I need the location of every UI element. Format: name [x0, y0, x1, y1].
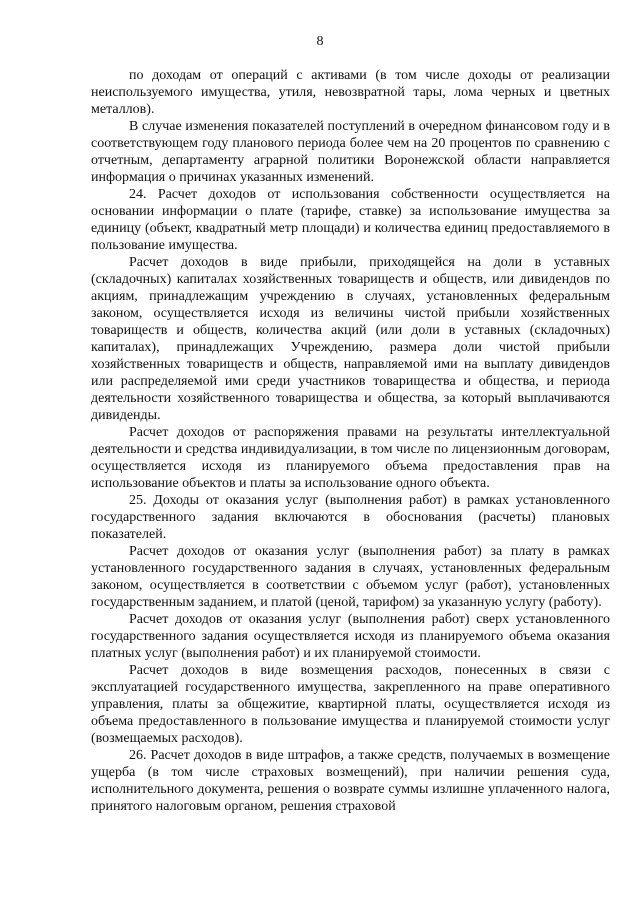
paragraph-services-above-task: Расчет доходов от оказания услуг (выполнения работ) сверх установленного государственного задания осуществляется исходя из планируемого объема оказания платных услуг (выполнения работ) и их планируемой стоимости. [91, 612, 610, 661]
paragraph-paid-services: Расчет доходов от оказания услуг (выполнения работ) за плату в рамках установленного государственного задания в случаях, установленных федеральным законом, осуществляется в соответствии с объемом услуг (работ), установленных государственным заданием, и платой (ценой, тарифом) за указанную услугу (работу). [91, 544, 610, 610]
paragraph-intellectual-property: Расчет доходов от распоряжения правами на результаты интеллектуальной деятельности и средства индивидуализации, в том числе по лицензионным договорам, осуществляется исходя из планируемого объема предоставления прав на использование объектов и платы за использование одного объекта. [91, 425, 610, 491]
paragraph-24-property-income: 24. Расчет доходов от использования собственности осуществляется на основании информации о плате (тарифе, ставке) за использование имущества за единицу (объект, квадратный метр площади) и количества единиц предоставляемого в пользование имущества. [91, 187, 610, 253]
paragraph-continuation: по доходам от операций с активами (в том числе доходы от реализации неиспользуемого имущества, утиля, невозвратной тары, лома черных и цветных металлов). [91, 68, 610, 117]
document-body [91, 67, 610, 815]
paragraph-indicator-change: В случае изменения показателей поступлений в очередном финансовом году и в соответствующем году планового периода более чем на 20 процентов по сравнению с отчетным, департаменту аграрной политики Воронежской области направляется информация о причинах указанных изменений. [91, 119, 610, 185]
paragraph-expense-reimbursement: Расчет доходов в виде возмещения расходов, понесенных в связи с эксплуатацией государственного имущества, закрепленного на праве оперативного управления, платы за общежитие, квартирной платы, осуществляется исходя из объема предоставленного в пользование имущества и планируемой стоимости услуг (возмещаемых расходов). [91, 663, 610, 746]
paragraph-dividends: Расчет доходов в виде прибыли, приходящейся на доли в уставных (складочных) капиталах хозяйственных товариществ и обществ, или дивидендов по акциям, принадлежащим учреждению в случаях, установленных федеральным законом, осуществляется исходя из величины чистой прибыли хозяйственных товариществ и обществ, количества акций (или доли в уставных (складочных) капиталах), принадлежащих Учреждению, размера доли чистой прибыли хозяйственных товариществ и обществ, направляемой ими на выплату дивидендов или распределяемой ими среди участников товарищества и общества, и периода деятельности хозяйственного товарищества и общества, за который выплачиваются дивиденды. [91, 255, 610, 423]
paragraph-25-services-income: 25. Доходы от оказания услуг (выполнения работ) в рамках установленного государственного задания включаются в обоснования (расчеты) плановых показателей. [91, 493, 610, 542]
page-number: 8 [316, 34, 324, 49]
paragraph-26-fines-income: 26. Расчет доходов в виде штрафов, а также средств, получаемых в возмещение ущерба (в том числе страховых возмещений), при наличии решения суда, исполнительного документа, решения о возврате суммы излишне уплаченного налога, принятого налоговым органом, решения страховой [91, 748, 610, 814]
